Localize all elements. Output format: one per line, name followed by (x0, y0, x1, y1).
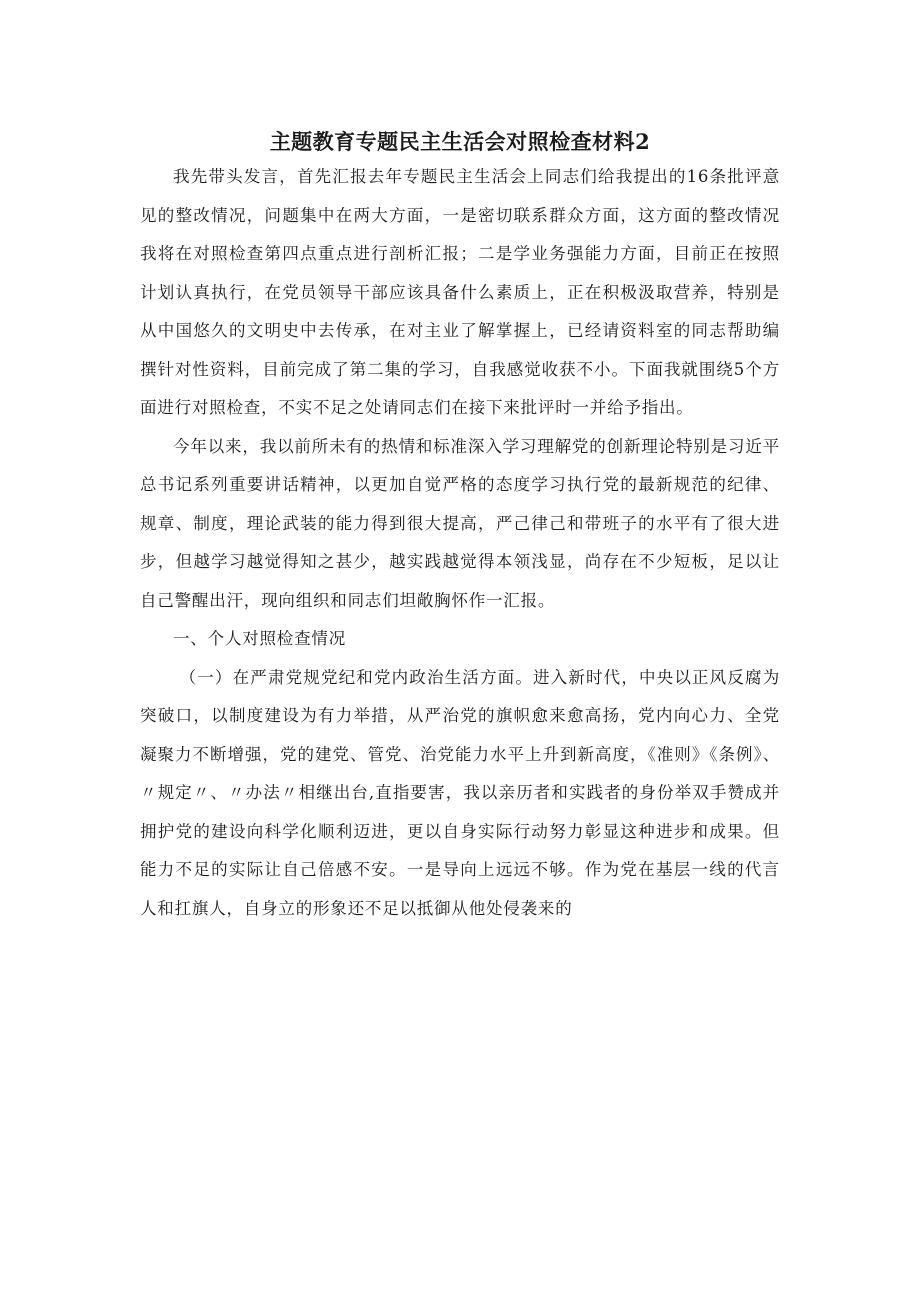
document-title: 主题教育专题民主生活会对照检查材料2 (269, 129, 651, 154)
paragraph-study-summary: 今年以来，我以前所未有的热情和标准深入学习理解党的创新理论特别是习近平总书记系列重要讲话精神，以更加自觉严格的态度学习执行党的最新规范的纪律、规章、制度，理论武装的能力得到很大提高，严己律己和带班子的水平有了很大进步，但越学习越觉得知之甚少，越实践越觉得本领浅显，尚存在不少短板，足以让自己警醒出汗，现向组织和同志们坦敞胸怀作一汇报。 (140, 436, 780, 610)
section-heading: 一、个人对照检查情况 (173, 629, 346, 648)
paragraph-opening-remarks: 我先带头发言，首先汇报去年专题民主生活会上同志们给我提出的16条批评意见的整改情况，问题集中在两大方面，一是密切联系群众方面，这方面的整改情况我将在对照检查第四点重点进行剖析汇报；二是学业务强能力方面，目前正在按照计划认真执行，在党员领导干部应该具备什么素质上，正在积极汲取营养，特别是从中国悠久的文明史中去传承，在对主业了解掌握上，已经请资料室的同志帮助编撰针对性资料，目前完成了第二集的学习，自我感觉收获不小。下面我就围绕5个方面进行对照检查，不实不足之处请同志们在接下来批评时一并给予指出。 (140, 167, 780, 417)
document-body (140, 158, 780, 928)
paragraph-discipline: （一）在严肃党规党纪和党内政治生活方面。进入新时代，中央以正风反腐为突破口，以制度建设为有力举措，从严治党的旗帜愈来愈高扬，党内向心力、全党凝聚力不断增强，党的建党、管党、治党能力水平上升到新高度，《准则》《条例》、〃规定〃、〃办法〃相继出台,直指要害，我以亲历者和实践者的身份举双手赞成并拥护党的建设向科学化顺利迈进，更以自身实际行动努力彰显这种进步和成果。但能力不足的实际让自己倍感不安。一是导向上远远不够。作为党在基层一线的代言人和扛旗人，自身立的形象还不足以抵御从他处侵袭来的 (140, 667, 780, 918)
